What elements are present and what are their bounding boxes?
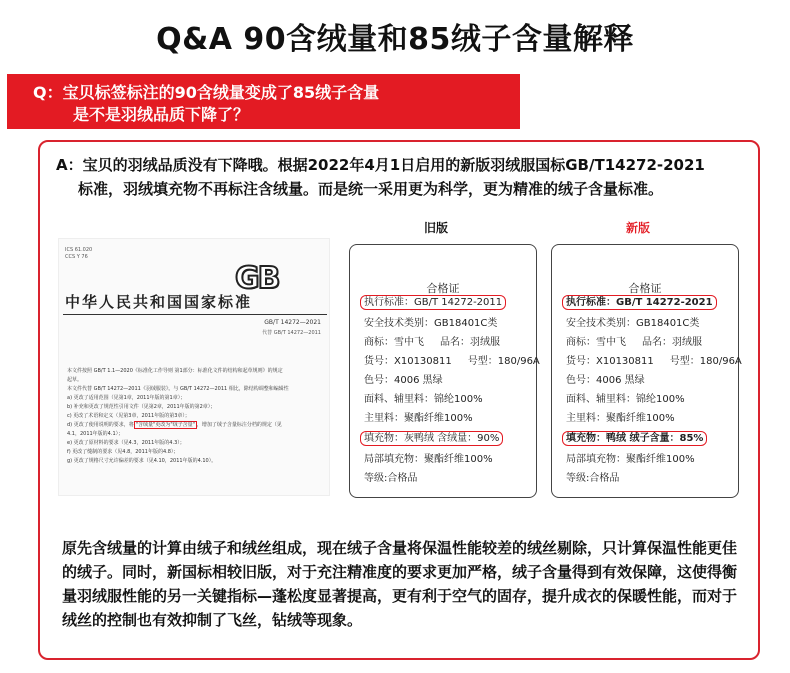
doc-line: 4.1，2011年版的4.1）； [67, 431, 124, 437]
doc-line: 本文件代替 GB/T 14272—2011《羽绒服装》。与 GB/T 14272—2011 相比，除结构调整和编辑性 [67, 386, 289, 392]
card-filling-row [566, 432, 707, 446]
card-grade-row: 等级:合格品 [566, 473, 620, 484]
card-brand: 商标：雪中飞 [566, 337, 626, 348]
card-lining-row: 主里料：聚酯纤维100% [364, 413, 473, 424]
card-standard-row [364, 296, 506, 310]
card-brand-row [566, 336, 702, 350]
question-line-1: Q：宝贝标签标注的90含绒量变成了85绒子含量 [33, 83, 380, 102]
doc-line-part: ，增加了绒子含量标注分档的规定（见 [196, 422, 282, 428]
standard-highlight: 执行标准：GB/T 14272-2011 [360, 295, 506, 310]
card-fabric-row: 面料、辅里料：锦纶100% [364, 394, 483, 405]
explanation-text: 原先含绒量的计算由绒子和绒丝组成，现在绒子含量将保温性能较差的绒丝剔除，只计算保温性能更佳的绒子。同时，新国标相较旧版，对于充注精准度的要求更加严格，绒子含量得到有效保障，这使得衡量羽绒服性能的另一关键指标—蓬松度显著提高，更有利于空气的固存，提升成衣的保暖性能，而对于绒丝的控制也有效抑制了飞丝，钻绒等现象。 [62, 539, 738, 629]
filling-highlight: 填充物：灰鸭绒 含绒量：90% [360, 431, 503, 446]
new-version-label: 新版 [626, 221, 651, 235]
divider [63, 314, 327, 315]
old-version-label: 旧版 [424, 221, 449, 235]
card-standard-row [566, 296, 717, 310]
ics-code: ICS 61.020 CCS Y 76 [65, 247, 93, 260]
card-item-row [364, 355, 540, 369]
doc-line: b) 补充和更改了规范性引用文件（见第2章，2011年版的第2章）； [67, 404, 216, 410]
card-title: 合格证 [426, 282, 460, 295]
answer-line-2: 标准，羽绒填充物不再标注含绒量。而是统一采用更为科学，更为精准的绒子含量标准。 [78, 180, 664, 198]
answer-text [56, 153, 746, 201]
standard-highlight: 执行标准：GB/T 14272-2021 [562, 295, 717, 310]
doc-line: 本文件按照 GB/T 1.1—2020《标准化工作导则 第1部分：标准化文件的结构和起草规则》的规定 [67, 368, 283, 374]
card-product: 品名：羽绒服 [440, 337, 500, 348]
card-item-no: 货号：X10130811 [364, 356, 452, 367]
doc-line-highlighted [67, 421, 329, 430]
card-size: 号型：180/96A [467, 356, 540, 367]
doc-line: e) 更改了原材料的要求（见4.3，2011年版的4.3）； [67, 440, 185, 446]
doc-line: a) 更改了适用范围（见第1章，2011年版的第1章）； [67, 395, 186, 401]
card-brand-row [364, 336, 500, 350]
standard-number: GB/T 14272—2021 [264, 319, 321, 326]
filling-highlight: 填充物：鸭绒 绒子含量：85% [562, 431, 707, 446]
card-color-row: 色号：4006 黑绿 [566, 375, 645, 386]
old-label-card [349, 244, 540, 498]
card-safety-row: 安全技术类别：GB18401C类 [364, 318, 498, 329]
question-line-2: 是不是羽绒品质下降了？ [73, 105, 250, 124]
card-lining-row: 主里料：聚酯纤维100% [566, 413, 675, 424]
doc-line: g) 更改了规格尺寸允许偏差的要求（见4.10，2011年版的4.10）。 [67, 458, 217, 464]
card-filling-row [364, 432, 503, 446]
card-item-row [566, 355, 742, 369]
card-product: 品名：羽绒服 [642, 337, 702, 348]
card-safety-row: 安全技术类别：GB18401C类 [566, 318, 700, 329]
card-grade-row: 等级:合格品 [364, 473, 418, 484]
doc-line: 起草。 [67, 377, 83, 383]
page-title: Q&A 90含绒量和85绒子含量解释 [156, 22, 634, 57]
answer-line-1: A：宝贝的羽绒品质没有下降哦。根据2022年4月1日启用的新版羽绒服国标GB/T14272-2021 [56, 156, 705, 174]
gb-logo: GB [235, 261, 279, 296]
standard-body [67, 367, 329, 466]
card-size: 号型：180/96A [669, 356, 742, 367]
standard-org-title: 中华人民共和国国家标准 [65, 293, 253, 311]
card-item-no: 货号：X10130811 [566, 356, 654, 367]
card-part-filling-row: 局部填充物：聚酯纤维100% [364, 454, 493, 465]
new-label-card [551, 244, 742, 498]
highlighted-change: "含绒量"更改为"绒子含量" [135, 422, 195, 428]
standard-replaces: 代替 GB/T 14272—2011 [262, 330, 321, 336]
doc-line-part: d) 更改了使用说明的要求，将 [67, 422, 134, 428]
doc-line: f) 更改了缝制的要求（见4.8，2011年版的4.8）； [67, 449, 179, 455]
doc-line: c) 更改了术语和定义（见第3章，2011年版的第3章）； [67, 413, 190, 419]
question-banner [7, 74, 520, 129]
card-title: 合格证 [628, 282, 662, 295]
card-part-filling-row: 局部填充物：聚酯纤维100% [566, 454, 695, 465]
card-brand: 商标：雪中飞 [364, 337, 424, 348]
card-fabric-row: 面料、辅里料：锦纶100% [566, 394, 685, 405]
standard-document-image [58, 238, 330, 496]
card-color-row: 色号：4006 黑绿 [364, 375, 443, 386]
